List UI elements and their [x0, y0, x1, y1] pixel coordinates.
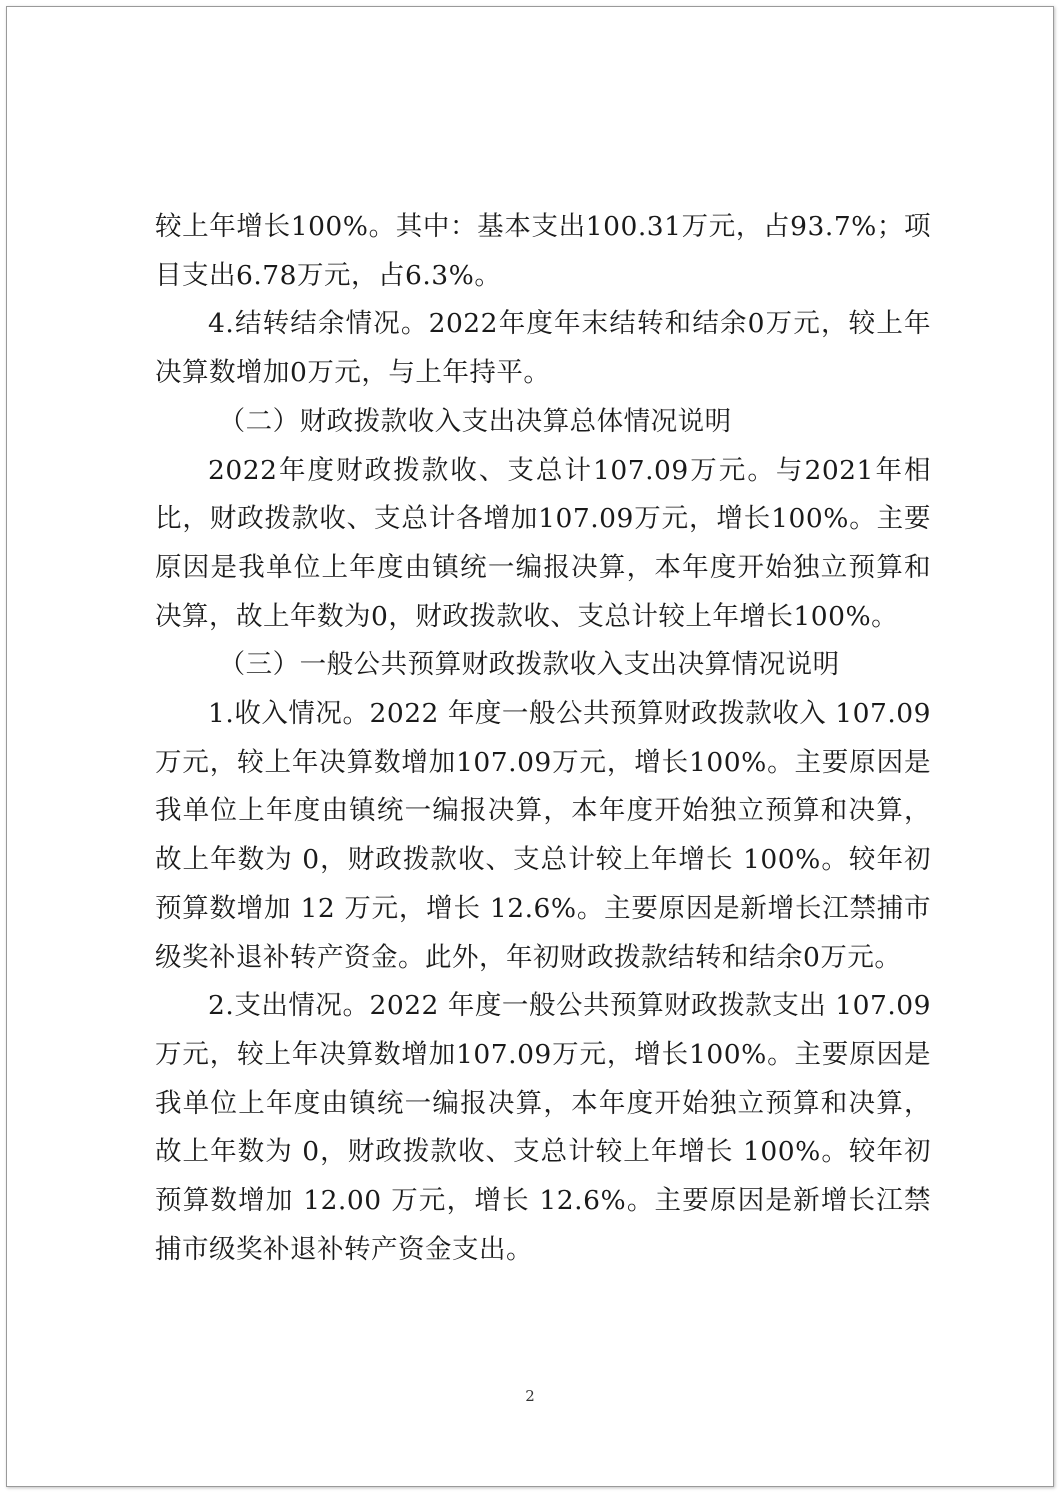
- paragraph-expenditure: 2.支出情况。2022 年度一般公共预算财政拨款支出 107.09万元，较上年决算数增加107.09万元，增长100%。主要原因是我单位上年度由镇统一编报决算，本年度开始独立预算和决算，故上年数为 0，财政拨款收、支总计较上年增长 100%。较年初预算数增加 12.00 万元，增长 12.6%。主要原因是新增长江禁捕市级奖补退补转产资金支出。: [155, 990, 931, 1265]
- paragraph-fiscal-overview: 2022年度财政拨款收、支总计107.09万元。与2021年相比，财政拨款收、支总计各增加107.09万元，增长100%。主要原因是我单位上年度由镇统一编报决算，本年度开始独立预算和决算，故上年数为0，财政拨款收、支总计较上年增长100%。: [155, 454, 931, 632]
- document-body: [155, 203, 931, 1274]
- paragraph-carryover: 4.结转结余情况。2022年度年末结转和结余0万元，较上年决算数增加0万元，与上年持平。: [155, 308, 931, 389]
- page-number: 2: [525, 1387, 535, 1405]
- section-heading-general-budget: （三）一般公共预算财政拨款收入支出决算情况说明: [218, 649, 840, 681]
- paragraph-expense-continuation: 较上年增长100%。其中：基本支出100.31万元，占93.7%；项目支出6.78万元，占6.3%。: [155, 211, 931, 291]
- section-heading-fiscal-overview: （二）财政拨款收入支出决算总体情况说明: [218, 405, 732, 437]
- paragraph-income: 1.收入情况。2022 年度一般公共预算财政拨款收入 107.09万元，较上年决算数增加107.09万元，增长100%。主要原因是我单位上年度由镇统一编报决算，本年度开始独立预算和决算，故上年数为 0，财政拨款收、支总计较上年增长 100%。较年初预算数增加 12 万元，增长 12.6%。主要原因是新增长江禁捕市级奖补退补转产资金。此外，年初财政拨款结转和结余0万元。: [155, 698, 931, 973]
- document-page: [6, 6, 1054, 1487]
